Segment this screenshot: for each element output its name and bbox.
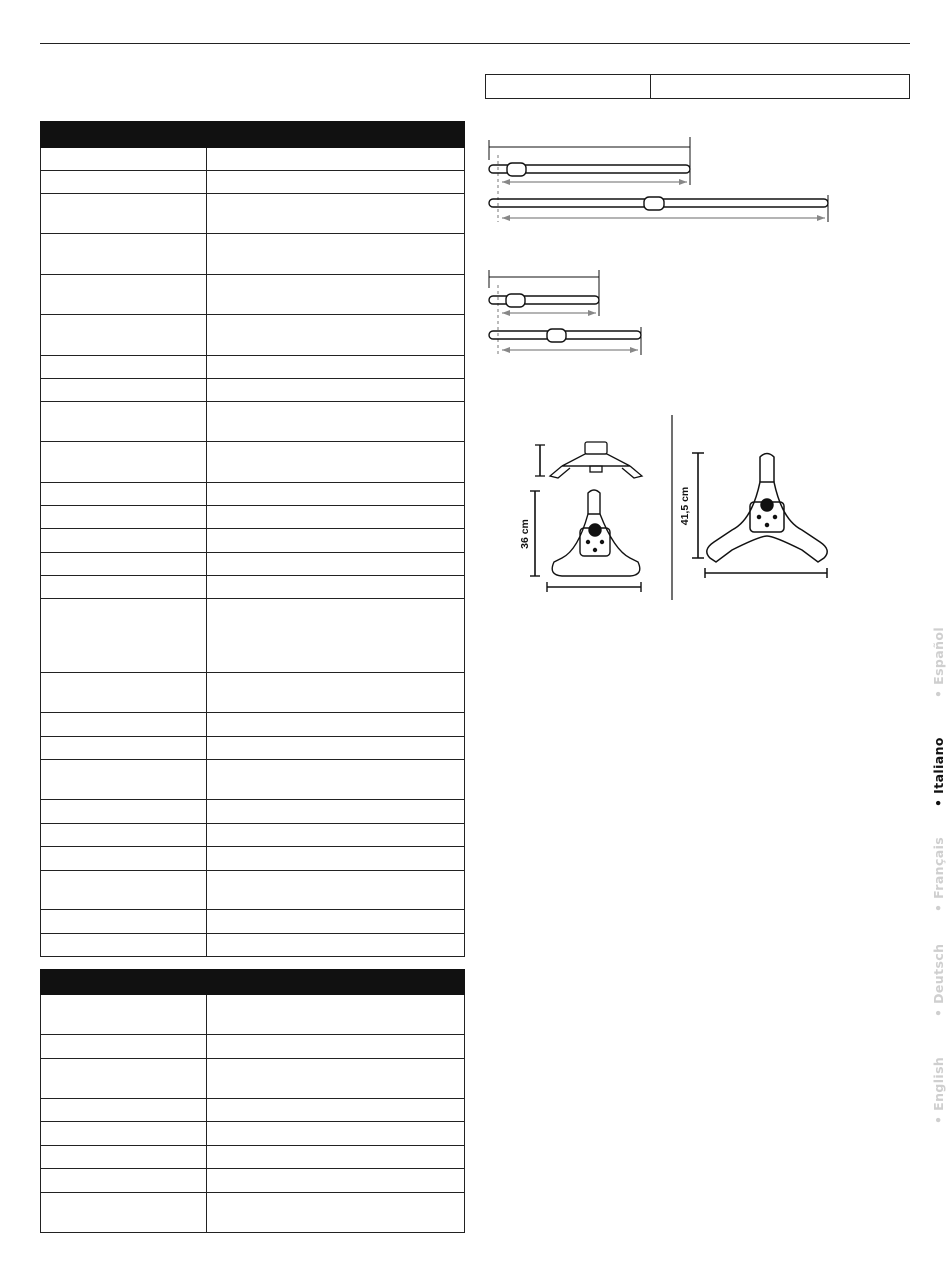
table-row <box>41 315 465 356</box>
table-row <box>41 148 465 171</box>
table-row <box>41 356 465 379</box>
base-top-view-small <box>530 490 641 592</box>
table-row <box>41 760 465 800</box>
table-row <box>41 800 465 824</box>
table-row <box>41 824 465 847</box>
pole-diagram-short <box>489 270 641 355</box>
table-row <box>41 194 465 234</box>
table-row <box>41 171 465 194</box>
table-row <box>41 576 465 599</box>
lang-tab-italiano[interactable]: • Italiano <box>931 737 946 807</box>
table-row <box>41 599 465 673</box>
dimension-label-36cm: 36 cm <box>519 519 531 549</box>
table-row <box>41 275 465 315</box>
table-row <box>41 995 465 1035</box>
table-row <box>41 1099 465 1122</box>
spec-table-secondary <box>40 969 465 1233</box>
table-row <box>41 1122 465 1146</box>
table-row <box>41 847 465 871</box>
lang-tab-francais[interactable]: • Français <box>931 836 946 912</box>
dimension-label-41-5cm: 41,5 cm <box>679 486 691 526</box>
table-row <box>41 673 465 713</box>
table-row <box>41 1169 465 1193</box>
technical-drawing <box>470 110 850 610</box>
lang-tab-deutsch[interactable]: • Deutsch <box>931 943 946 1017</box>
table-row <box>41 871 465 910</box>
table-row <box>41 1146 465 1169</box>
spec-table-main <box>40 121 465 957</box>
table-header-row <box>41 970 465 995</box>
language-tabs <box>920 600 950 1220</box>
table-header-row <box>41 122 465 148</box>
lang-tab-english[interactable]: • English <box>931 1056 946 1124</box>
top-rule <box>40 43 910 44</box>
table-row <box>41 402 465 442</box>
table-row <box>41 1059 465 1099</box>
base-side-view <box>535 442 642 478</box>
small-header-table <box>485 74 910 99</box>
table-row <box>41 910 465 934</box>
base-top-view-large <box>692 453 827 578</box>
table-row <box>41 529 465 553</box>
table-row <box>41 737 465 760</box>
table-row <box>41 483 465 506</box>
table-row <box>41 506 465 529</box>
table-row <box>41 379 465 402</box>
table-row <box>41 713 465 737</box>
lang-tab-espanol[interactable]: • Español <box>931 626 946 698</box>
table-row <box>41 442 465 483</box>
table-row <box>41 1035 465 1059</box>
table-row <box>41 553 465 576</box>
pole-diagram-long <box>489 137 828 222</box>
table-row <box>41 1193 465 1233</box>
table-row <box>41 234 465 275</box>
table-row <box>41 934 465 957</box>
